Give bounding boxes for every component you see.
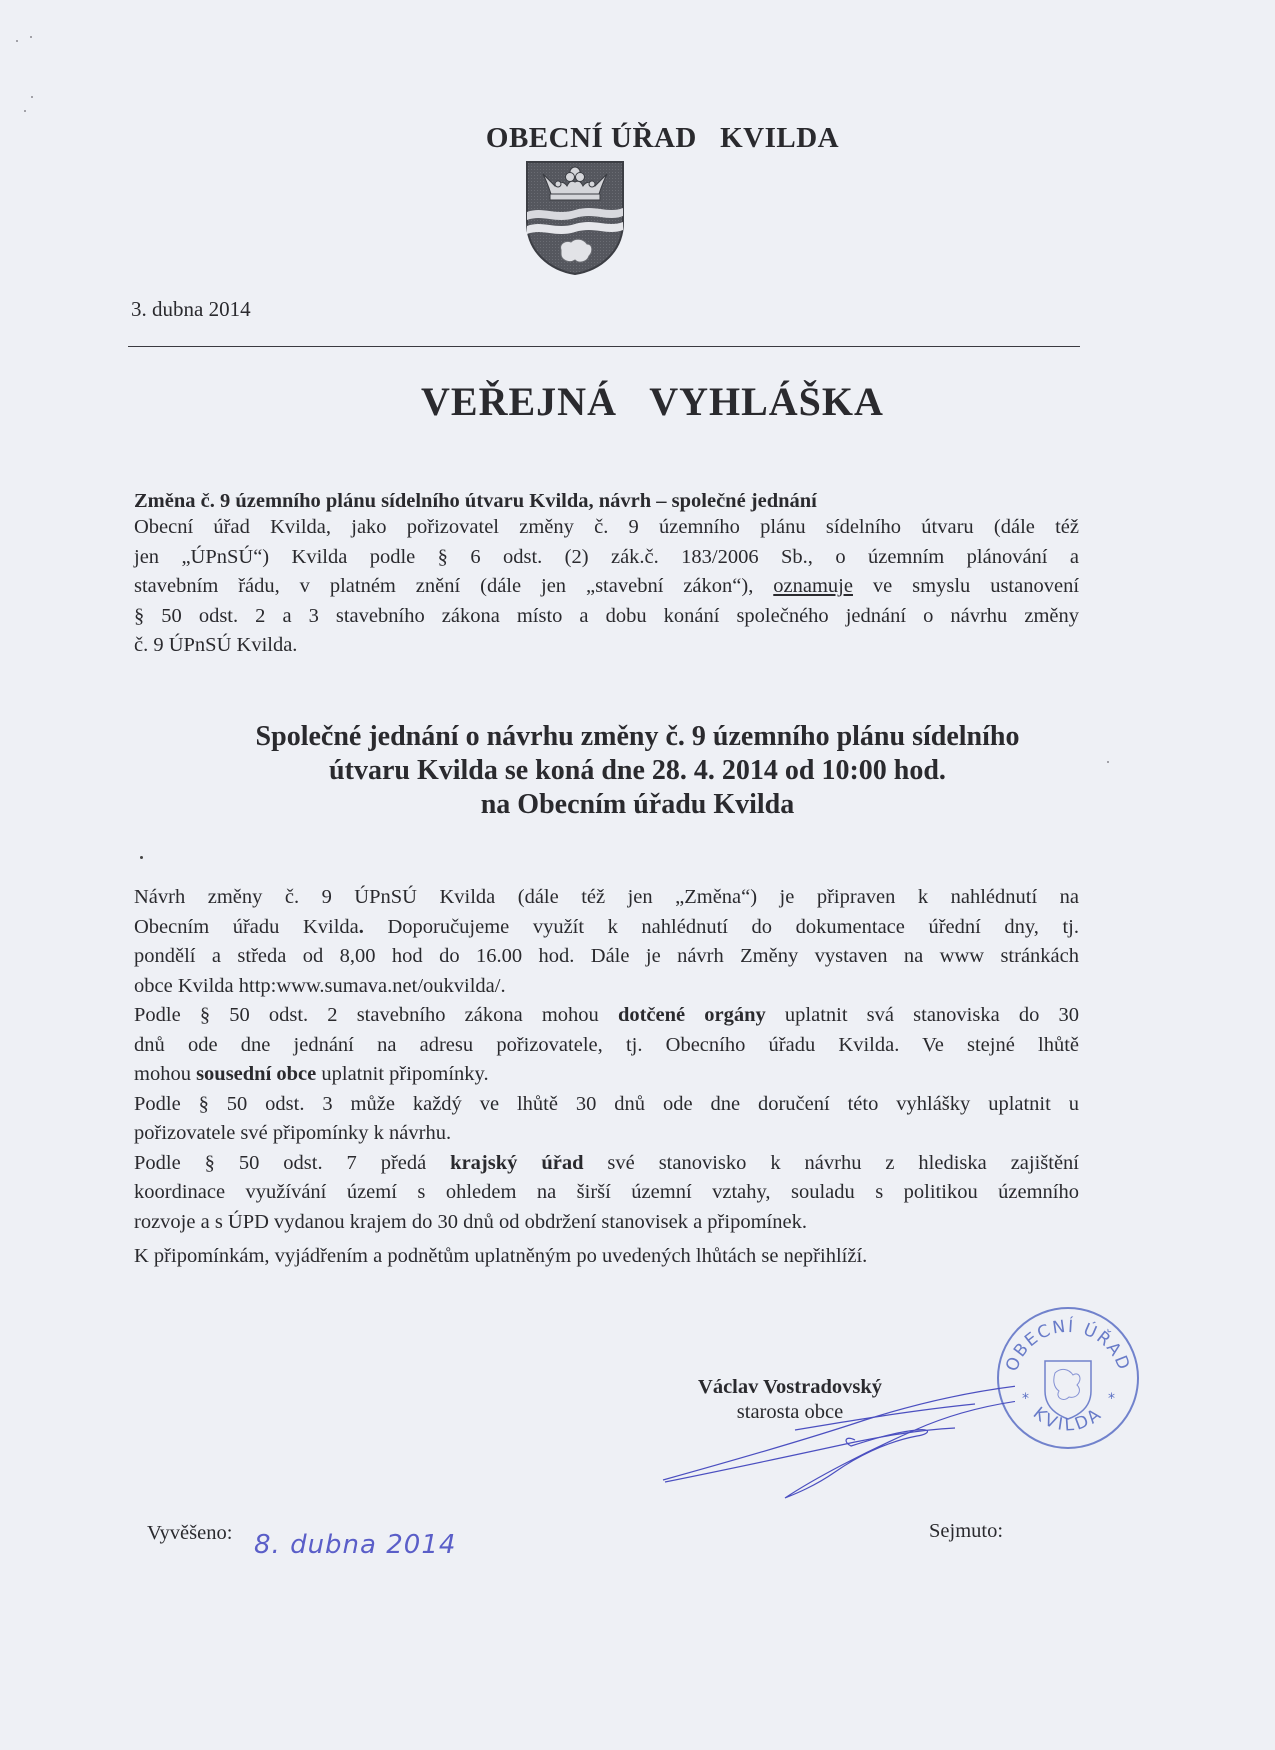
bold-text: dotčené orgány <box>617 1004 766 1026</box>
stray-dot <box>140 856 143 859</box>
text-segment: Podle § 50 odst. 2 stavebního zákona mohou <box>134 1004 618 1026</box>
bold-text: krajský úřad <box>450 1151 584 1174</box>
text-segment: stavebním řádu, v platném znění (dále jen „stavební zákon“), <box>134 575 774 597</box>
text-line <box>134 942 1079 972</box>
svg-text:OBECNÍ ÚŘAD <box>1002 1315 1134 1374</box>
text-segment: Podle § 50 odst. 3 může každý ve lhůtě 30 dnů ode dne doručení této vyhlášky uplatnit u <box>134 1092 1079 1115</box>
handwritten-signature <box>655 1360 1015 1520</box>
text-line <box>134 631 1079 661</box>
text-segment: č. 9 ÚPnSÚ Kvilda. <box>134 634 298 656</box>
text-segment: obce Kvilda http:www.sumava.net/oukvilda/. <box>134 974 506 997</box>
text-segment: Doporučujeme využít k nahlédnutí do dokumentace úřední dny, tj. <box>363 915 1079 938</box>
text-segment: Obecním úřadu Kvilda <box>134 915 359 938</box>
text-line <box>134 1208 1079 1238</box>
removed-label: Sejmuto: <box>929 1520 1004 1542</box>
document-date: 3. dubna 2014 <box>131 297 251 321</box>
text-line <box>134 1178 1079 1208</box>
text-segment: koordinace využívání území s ohledem na širší územní vztahy, souladu s politikou územního <box>134 1181 1079 1203</box>
underlined-text: oznamuje <box>773 575 853 597</box>
text-segment: rozvoje a s ÚPD vydanou krajem do 30 dnů od obdržení stanovisek a připomínek. <box>134 1210 807 1233</box>
text-segment: pondělí a středa od 8,00 hod do 16.00 hod. Dále je návrh Změny vystaven na www stránkách <box>134 945 1079 967</box>
text-segment: mohou <box>134 1063 197 1085</box>
text-segment: uplatnit připomínky. <box>316 1063 489 1085</box>
text-segment: své stanovisko k návrhu z hlediska zajištění <box>583 1151 1079 1174</box>
text-line <box>134 602 1079 632</box>
text-line <box>134 1031 1079 1061</box>
text-segment: pořizovatele své připomínky k návrhu. <box>134 1122 452 1144</box>
text-segment: Podle § 50 odst. 7 předá <box>134 1151 451 1174</box>
signer-role: starosta obce <box>736 1401 844 1423</box>
text-line <box>134 543 1079 573</box>
text-line <box>134 972 1079 1002</box>
intro-paragraph <box>134 513 1079 661</box>
text-segment: Návrh změny č. 9 ÚPnSÚ Kvilda (dále též jen „Změna“) je připraven k nahlédnutí na <box>134 886 1079 908</box>
meeting-announcement <box>100 720 1175 822</box>
text-line <box>134 1119 1079 1149</box>
official-stamp-icon <box>993 1303 1143 1453</box>
text-line <box>134 572 1079 602</box>
text-line <box>134 1060 1079 1090</box>
coat-of-arms-icon <box>525 160 625 276</box>
stamp-bottom-text: KVILDA <box>1029 1403 1107 1436</box>
bold-text: . <box>358 915 364 938</box>
text-segment: Obecní úřad Kvilda, jako pořizovatel změny č. 9 územního plánu sídelního útvaru (dále též <box>134 516 1079 538</box>
svg-text:*: * <box>1108 1391 1115 1407</box>
header-divider <box>128 346 1080 347</box>
closing-statement: K připomínkám, vyjádřením a podnětům uplatněným po uvedených lhůtách se nepřihlíží. <box>134 1245 868 1267</box>
text-line <box>134 1090 1079 1120</box>
office-name-heading: OBECNÍ ÚŘAD KVILDA <box>485 122 840 154</box>
posted-label: Vyvěšeno: <box>147 1522 233 1544</box>
signer-name: Václav Vostradovský <box>698 1376 882 1398</box>
text-segment: uplatnit svá stanoviska do 30 <box>765 1004 1079 1026</box>
text-line <box>134 883 1079 913</box>
text-segment: § 50 odst. 2 a 3 stavebního zákona místo a dobu konání společného jednání o návrhu změny <box>134 604 1079 627</box>
svg-text:*: * <box>1022 1391 1029 1407</box>
text-segment: jen „ÚPnSÚ“) Kvilda podle § 6 odst. (2) zák.č. 183/2006 Sb., o územním plánování a <box>134 545 1079 568</box>
meeting-line: na Obecním úřadu Kvilda <box>480 789 795 820</box>
meeting-line: útvaru Kvilda se koná dne 28. 4. 2014 od 10:00 hod. <box>329 755 946 786</box>
posted-date-handwritten <box>250 1515 510 1565</box>
bold-text: sousední obce <box>196 1063 317 1085</box>
text-line <box>134 1001 1079 1031</box>
text-line <box>134 513 1079 543</box>
svg-text:8. dubna 2014: 8. dubna 2014 <box>254 1530 457 1560</box>
text-line <box>134 1149 1079 1179</box>
notice-subject: Změna č. 9 územního plánu sídelního útvaru Kvilda, návrh – společné jednání <box>134 490 817 512</box>
text-segment: ve smyslu ustanovení <box>852 575 1080 597</box>
meeting-line: Společné jednání o návrhu změny č. 9 územního plánu sídelního <box>255 721 1020 752</box>
text-segment: dnů ode dne jednání na adresu pořizovatele, tj. Obecního úřadu Kvilda. Ve stejné lhůtě <box>134 1033 1079 1056</box>
document-title: VEŘEJNÁ VYHLÁŠKA <box>421 379 884 424</box>
stamp-top-text: OBECNÍ ÚŘAD <box>1002 1316 1134 1375</box>
body-paragraph <box>134 883 1079 1237</box>
text-line <box>134 913 1079 943</box>
